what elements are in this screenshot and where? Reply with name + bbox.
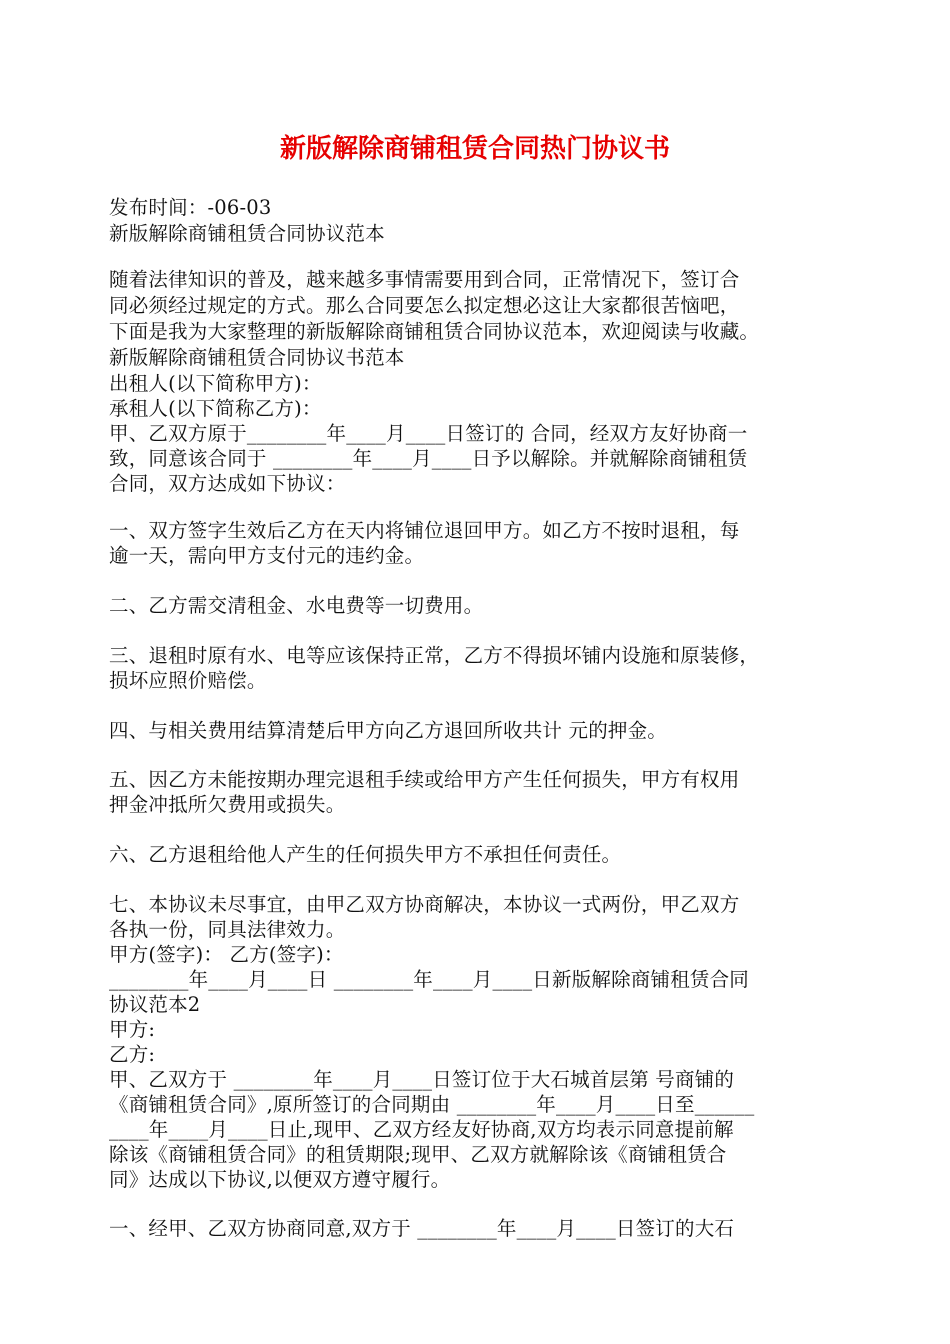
text-line: 同》达成以下协议,以便双方遵守履行。 (109, 1168, 451, 1191)
text-line: 甲、乙双方于 ________年____月____日签订位于大石城首层第 号商铺的 (109, 1068, 735, 1091)
text-line: 除该《商铺租赁合同》的租赁期限;现甲、乙双方就解除该《商铺租赁合 (109, 1143, 727, 1166)
text-line: 下面是我为大家整理的新版解除商铺租赁合同协议范本，欢迎阅读与收藏。 (109, 320, 760, 343)
text-line: 各执一份，同具法律效力。 (109, 918, 346, 941)
text-line: 同必须经过规定的方式。那么合同要怎么拟定想必这让大家都很苦恼吧， (109, 294, 740, 317)
text-line: ________年____月____日 ________年____月____日新版解除商铺租赁合同 (109, 968, 749, 991)
text-line: 出租人(以下简称甲方)： (109, 372, 322, 395)
text-line: 一、经甲、乙双方协商同意,双方于 ________年____月____日签订的大石 (109, 1217, 735, 1240)
text-line: 甲方: (109, 1018, 156, 1041)
text-line: 五、因乙方未能按期办理完退租手续或给甲方产生任何损失，甲方有权用 (109, 768, 740, 791)
text-line: 七、本协议未尽事宜，由甲乙双方协商解决，本协议一式两份，甲乙双方 (109, 893, 740, 916)
text-line: 押金冲抵所欠费用或损失。 (109, 793, 346, 816)
text-line: 新版解除商铺租赁合同协议书范本 (109, 346, 405, 369)
text-line: 二、乙方需交清租金、水电费等一切费用。 (109, 594, 484, 617)
text-line: 随着法律知识的普及，越来越多事情需要用到合同，正常情况下，签订合 (109, 268, 740, 291)
text-line: ____年____月____日止,现甲、乙双方经友好协商,双方均表示同意提前解 (109, 1118, 734, 1141)
text-line: 致，同意该合同于 ________年____月____日予以解除。并就解除商铺租赁 (109, 447, 748, 470)
text-line: 三、退租时原有水、电等应该保持正常，乙方不得损坏铺内设施和原装修， (109, 644, 760, 667)
text-line: 一、双方签字生效后乙方在天内将铺位退回甲方。如乙方不按时退租，每 (109, 519, 740, 542)
text-line: 承租人(以下简称乙方)： (109, 397, 322, 420)
text-line: 六、乙方退租给他人产生的任何损失甲方不承担任何责任。 (109, 843, 622, 866)
text-line: 四、与相关费用结算清楚后甲方向乙方退回所收共计 元的押金。 (109, 719, 667, 742)
text-line: 协议范本2 (109, 993, 201, 1016)
text-line: 逾一天，需向甲方支付元的违约金。 (109, 544, 425, 567)
document-title: 新版解除商铺租赁合同热门协议书 (279, 134, 670, 164)
text-line: 甲方(签字)： 乙方(签字)： (109, 943, 344, 966)
text-line: 乙方: (109, 1043, 156, 1066)
text-line: 《商铺租赁合同》,原所签订的合同期由 ________年____月____日至______ (109, 1093, 755, 1116)
text-line: 甲、乙双方原于________年____月____日签订的 合同，经双方友好协商一 (109, 422, 748, 445)
text-line: 合同，双方达成如下协议： (109, 472, 346, 495)
text-line: 损坏应照价赔偿。 (109, 669, 267, 692)
text-line: 发布时间：-06-03 (109, 196, 272, 219)
text-line: 新版解除商铺租赁合同协议范本 (109, 222, 385, 245)
